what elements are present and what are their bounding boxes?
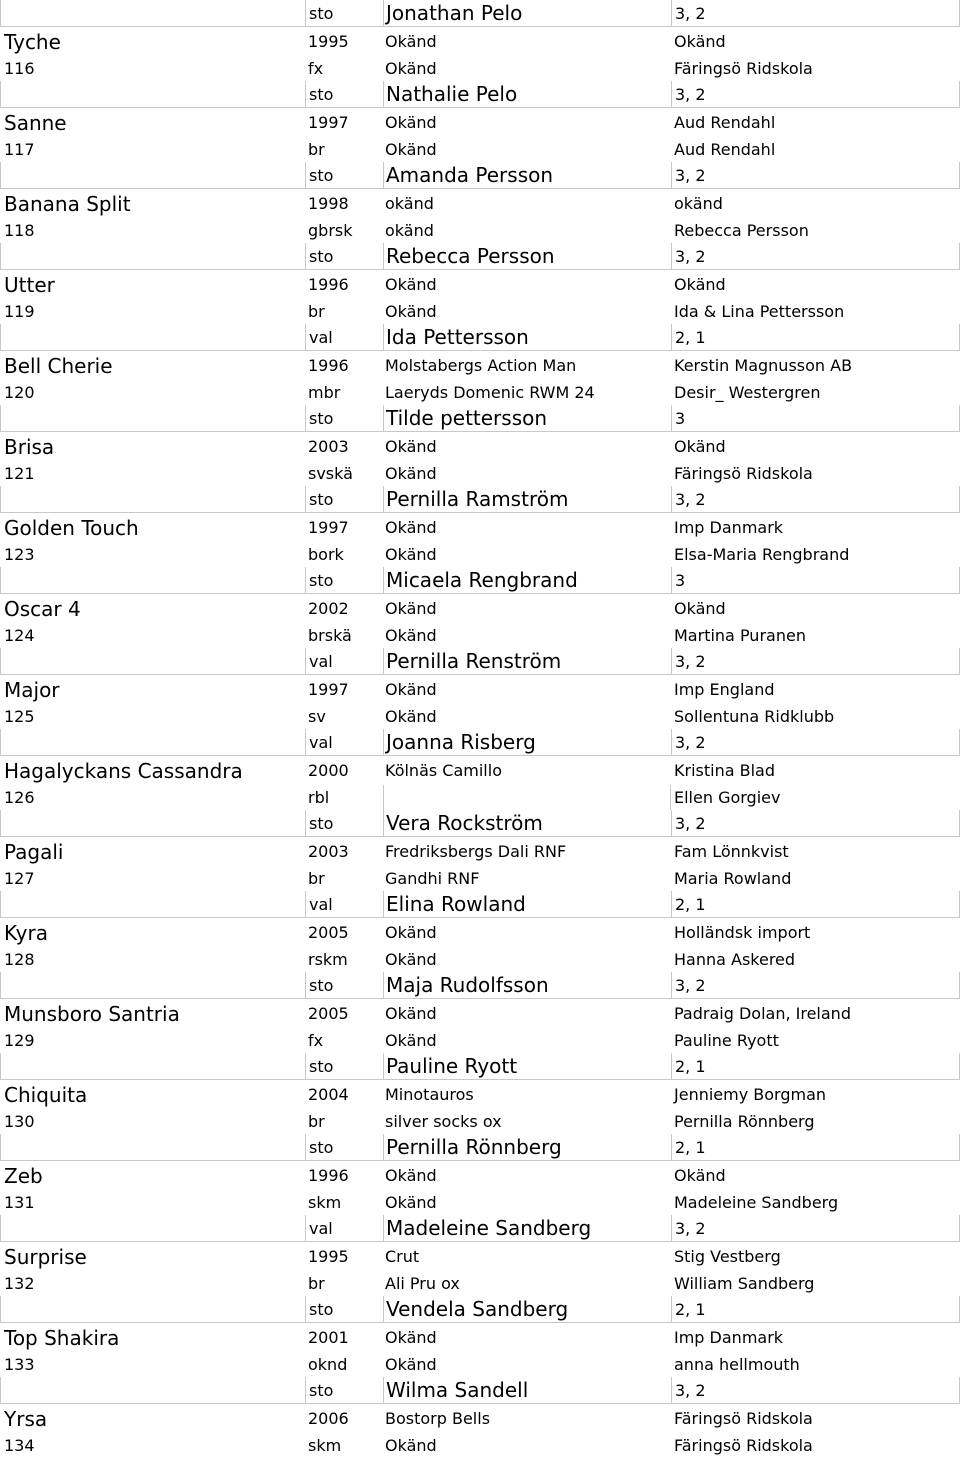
horse-row [0,513,960,542]
rider-classes: 3, 2 [671,0,960,27]
dam-sire: Okänd [385,950,437,969]
horse-name: Top Shakira [4,1325,120,1350]
rider-row [0,648,960,675]
rider-name: Micaela Rengbrand [383,567,671,594]
breeder: Aud Rendahl [674,113,776,132]
birth-year: 1998 [308,194,349,213]
breeder: Imp England [674,680,775,699]
birth-year: 1995 [308,32,349,51]
rider-row [0,1053,960,1080]
sire: Okänd [385,1328,437,1347]
horse-gender: sto [305,1134,383,1161]
breeder: Okänd [674,437,726,456]
rider-row-spacer [0,648,305,675]
dam-sire [383,785,671,810]
rider-row-spacer [0,1215,305,1242]
breeder: Okänd [674,599,726,618]
breeder: Imp Danmark [674,518,784,537]
start-number: 131 [4,1193,35,1212]
rider-row-spacer [0,972,305,999]
horse-row [0,1080,960,1109]
rider-row-spacer [0,891,305,918]
breeder: Färingsö Ridskola [674,1409,813,1428]
owner: Pernilla Rönnberg [674,1112,815,1131]
rider-classes: 3, 2 [671,1215,960,1242]
horse-detail-row [0,623,960,648]
breeder: Jenniemy Borgman [674,1085,827,1104]
owner: anna hellmouth [674,1355,800,1374]
start-number: 126 [4,788,35,807]
sire: Fredriksbergs Dali RNF [385,842,567,861]
dam-sire: Gandhi RNF [385,869,480,888]
horse-color: skm [308,1193,342,1212]
horse-name: Surprise [4,1244,87,1269]
horse-gender: val [305,1215,383,1242]
horse-gender: sto [305,162,383,189]
horse-row [0,999,960,1028]
dam-sire: Ali Pru ox [385,1274,460,1293]
horse-name: Tyche [4,29,61,54]
rider-classes: 3 [671,567,960,594]
rider-classes: 3, 2 [671,486,960,513]
horse-row [0,1323,960,1352]
rider-row-spacer [0,1296,305,1323]
horse-row [0,27,960,56]
birth-year: 1996 [308,356,349,375]
owner: Aud Rendahl [674,140,776,159]
start-number: 132 [4,1274,35,1293]
horse-color: rbl [308,788,330,807]
breeder: Okänd [674,1166,726,1185]
horse-color: mbr [308,383,341,402]
owner: Färingsö Ridskola [674,464,813,483]
rider-row [0,567,960,594]
horse-detail-row [0,866,960,891]
rider-row-spacer [0,567,305,594]
horse-gender: sto [305,1296,383,1323]
horse-detail-row [0,380,960,405]
rider-name: Joanna Risberg [383,729,671,756]
horse-gender: val [305,648,383,675]
dam-sire: Okänd [385,140,437,159]
horse-detail-row [0,137,960,162]
horse-row [0,837,960,866]
owner: Färingsö Ridskola [674,59,813,78]
rider-name: Jonathan Pelo [383,0,671,27]
horse-name: Banana Split [4,191,131,216]
horse-gender: sto [305,81,383,108]
horse-color: fx [308,1031,324,1050]
dam-sire: okänd [385,221,434,240]
horse-color: skm [308,1436,342,1455]
birth-year: 2003 [308,842,349,861]
rider-classes: 2, 1 [671,1134,960,1161]
rider-name: Maja Rudolfsson [383,972,671,999]
start-number: 121 [4,464,35,483]
owner: Madeleine Sandberg [674,1193,839,1212]
owner: Maria Rowland [674,869,792,888]
birth-year: 1997 [308,518,349,537]
owner: Sollentuna Ridklubb [674,707,835,726]
sire: Okänd [385,680,437,699]
rider-row-spacer [0,1134,305,1161]
horse-name: Pagali [4,839,64,864]
rider-row-spacer [0,324,305,351]
dam-sire: Okänd [385,1436,437,1455]
owner: Färingsö Ridskola [674,1436,813,1455]
rider-classes: 3, 2 [671,810,960,837]
rider-row [0,0,960,27]
horse-detail-row [0,1109,960,1134]
sire: Okänd [385,518,437,537]
horse-gender: sto [305,243,383,270]
rider-name: Madeleine Sandberg [383,1215,671,1242]
horse-color: sv [308,707,326,726]
rider-row [0,486,960,513]
rider-name: Vera Rockström [383,810,671,837]
start-number: 125 [4,707,35,726]
dam-sire: Laeryds Domenic RWM 24 [385,383,595,402]
horse-color: br [308,869,325,888]
horse-detail-row [0,542,960,567]
sire: Okänd [385,113,437,132]
rider-classes: 3, 2 [671,1377,960,1404]
birth-year: 2005 [308,1004,349,1023]
owner: Ellen Gorgiev [674,788,781,807]
horse-detail-row [0,947,960,972]
rider-classes: 2, 1 [671,324,960,351]
breeder: Padraig Dolan, Ireland [674,1004,851,1023]
rider-row-spacer [0,405,305,432]
breeder: Stig Vestberg [674,1247,781,1266]
horse-row [0,918,960,947]
breeder: Holländsk import [674,923,811,942]
horse-color: br [308,1274,325,1293]
sire: Bostorp Bells [385,1409,491,1428]
horse-name: Major [4,677,60,702]
rider-row [0,729,960,756]
horse-row [0,270,960,299]
rider-row-spacer [0,243,305,270]
rider-name: Rebecca Persson [383,243,671,270]
rider-classes: 2, 1 [671,891,960,918]
sire: Okänd [385,1166,437,1185]
rider-name: Tilde pettersson [383,405,671,432]
horse-name: Utter [4,272,55,297]
horse-name: Munsboro Santria [4,1001,180,1026]
birth-year: 2001 [308,1328,349,1347]
sire: Crut [385,1247,420,1266]
breeder: Fam Lönnkvist [674,842,789,861]
rider-row [0,1296,960,1323]
horse-detail-row [0,704,960,729]
sire: Okänd [385,1004,437,1023]
horse-color: rskm [308,950,348,969]
rider-row [0,405,960,432]
start-number: 134 [4,1436,35,1455]
breeder: Imp Danmark [674,1328,784,1347]
horse-row [0,756,960,785]
rider-row [0,162,960,189]
dam-sire: Okänd [385,626,437,645]
rider-name: Pernilla Renström [383,648,671,675]
birth-year: 1996 [308,1166,349,1185]
owner: Pauline Ryott [674,1031,779,1050]
horse-gender: sto [305,486,383,513]
dam-sire: Okänd [385,1355,437,1374]
rider-row-spacer [0,162,305,189]
start-number: 128 [4,950,35,969]
birth-year: 2004 [308,1085,349,1104]
rider-row [0,972,960,999]
horse-name: Bell Cherie [4,353,113,378]
birth-year: 1997 [308,680,349,699]
horse-name: Zeb [4,1163,43,1188]
horse-detail-row [0,1190,960,1215]
horse-gender: val [305,729,383,756]
horse-row [0,432,960,461]
horse-detail-row [0,461,960,486]
horse-detail-row [0,1271,960,1296]
owner: Elsa-Maria Rengbrand [674,545,850,564]
birth-year: 2006 [308,1409,349,1428]
rider-classes: 3, 2 [671,729,960,756]
horse-row [0,189,960,218]
horse-color: gbrsk [308,221,353,240]
horse-name: Golden Touch [4,515,139,540]
rider-classes: 3, 2 [671,648,960,675]
horse-color: fx [308,59,324,78]
rider-name: Wilma Sandell [383,1377,671,1404]
horse-gender: sto [305,1053,383,1080]
rider-name: Ida Pettersson [383,324,671,351]
rider-classes: 3, 2 [671,972,960,999]
dam-sire: Okänd [385,464,437,483]
sire: Minotauros [385,1085,474,1104]
horse-detail-row [0,56,960,81]
sire: Okänd [385,599,437,618]
horse-gender: val [305,891,383,918]
dam-sire: Okänd [385,302,437,321]
owner: Rebecca Persson [674,221,809,240]
birth-year: 1996 [308,275,349,294]
breeder: Kristina Blad [674,761,775,780]
rider-row-spacer [0,729,305,756]
owner: William Sandberg [674,1274,815,1293]
start-number: 133 [4,1355,35,1374]
horse-color: svskä [308,464,353,483]
horse-row [0,351,960,380]
sire: okänd [385,194,434,213]
horse-name: Sanne [4,110,67,135]
horse-color: br [308,1112,325,1131]
sire: Okänd [385,437,437,456]
rider-classes: 2, 1 [671,1053,960,1080]
horse-detail-row [0,1028,960,1053]
dam-sire: silver socks ox [385,1112,502,1131]
horse-gender: sto [305,0,383,27]
rider-row [0,810,960,837]
start-number: 116 [4,59,35,78]
horse-row [0,1242,960,1271]
horse-row [0,594,960,623]
horse-color: bork [308,545,344,564]
sire: Okänd [385,32,437,51]
horse-gender: sto [305,405,383,432]
breeder: Okänd [674,275,726,294]
horse-detail-row [0,785,960,810]
rider-name: Pernilla Ramström [383,486,671,513]
horse-detail-row [0,1352,960,1377]
rider-row [0,324,960,351]
rider-name: Nathalie Pelo [383,81,671,108]
rider-row-spacer [0,486,305,513]
rider-row-spacer [0,1377,305,1404]
breeder: Kerstin Magnusson AB [674,356,853,375]
rider-name: Pauline Ryott [383,1053,671,1080]
birth-year: 2002 [308,599,349,618]
rider-row [0,243,960,270]
rider-row [0,891,960,918]
breeder: okänd [674,194,723,213]
sire: Molstabergs Action Man [385,356,577,375]
rider-row [0,1134,960,1161]
horse-color: brskä [308,626,352,645]
horse-gender: sto [305,1377,383,1404]
birth-year: 1995 [308,1247,349,1266]
rider-classes: 3 [671,405,960,432]
horse-row [0,675,960,704]
owner: Desir_ Westergren [674,383,821,402]
horse-color: oknd [308,1355,348,1374]
horse-name: Brisa [4,434,55,459]
dam-sire: Okänd [385,1193,437,1212]
rider-row-spacer [0,81,305,108]
rider-row-spacer [0,1053,305,1080]
start-number: 130 [4,1112,35,1131]
horse-gender: sto [305,567,383,594]
start-number: 118 [4,221,35,240]
horse-gender: sto [305,810,383,837]
rider-classes: 3, 2 [671,162,960,189]
horse-name: Chiquita [4,1082,88,1107]
rider-row [0,1377,960,1404]
horse-name: Oscar 4 [4,596,81,621]
horse-row [0,1161,960,1190]
owner: Ida & Lina Pettersson [674,302,845,321]
start-number: 127 [4,869,35,888]
sire: Okänd [385,923,437,942]
horse-detail-row [0,299,960,324]
rider-name: Elina Rowland [383,891,671,918]
horse-gender: val [305,324,383,351]
start-number: 129 [4,1031,35,1050]
rider-row-spacer [0,810,305,837]
start-number: 117 [4,140,35,159]
sire: Okänd [385,275,437,294]
horse-name: Yrsa [4,1406,48,1431]
horse-gender: sto [305,972,383,999]
breeder: Okänd [674,32,726,51]
horse-color: br [308,140,325,159]
horse-row [0,1404,960,1433]
horse-name: Hagalyckans Cassandra [4,758,243,783]
rider-name: Pernilla Rönnberg [383,1134,671,1161]
dam-sire: Okänd [385,545,437,564]
start-number: 119 [4,302,35,321]
horse-row [0,108,960,137]
birth-year: 2000 [308,761,349,780]
rider-name: Amanda Persson [383,162,671,189]
owner: Hanna Askered [674,950,796,969]
horse-detail-row [0,218,960,243]
rider-classes: 3, 2 [671,81,960,108]
birth-year: 2003 [308,437,349,456]
horse-name: Kyra [4,920,48,945]
rider-classes: 2, 1 [671,1296,960,1323]
start-number: 124 [4,626,35,645]
birth-year: 2005 [308,923,349,942]
rider-row [0,1215,960,1242]
dam-sire: Okänd [385,59,437,78]
sire: Kölnäs Camillo [385,761,502,780]
owner: Martina Puranen [674,626,806,645]
rider-name: Vendela Sandberg [383,1296,671,1323]
horse-detail-row [0,1433,960,1458]
start-number: 123 [4,545,35,564]
horse-color: br [308,302,325,321]
rider-classes: 3, 2 [671,243,960,270]
birth-year: 1997 [308,113,349,132]
dam-sire: Okänd [385,1031,437,1050]
rider-row [0,81,960,108]
dam-sire: Okänd [385,707,437,726]
start-number: 120 [4,383,35,402]
